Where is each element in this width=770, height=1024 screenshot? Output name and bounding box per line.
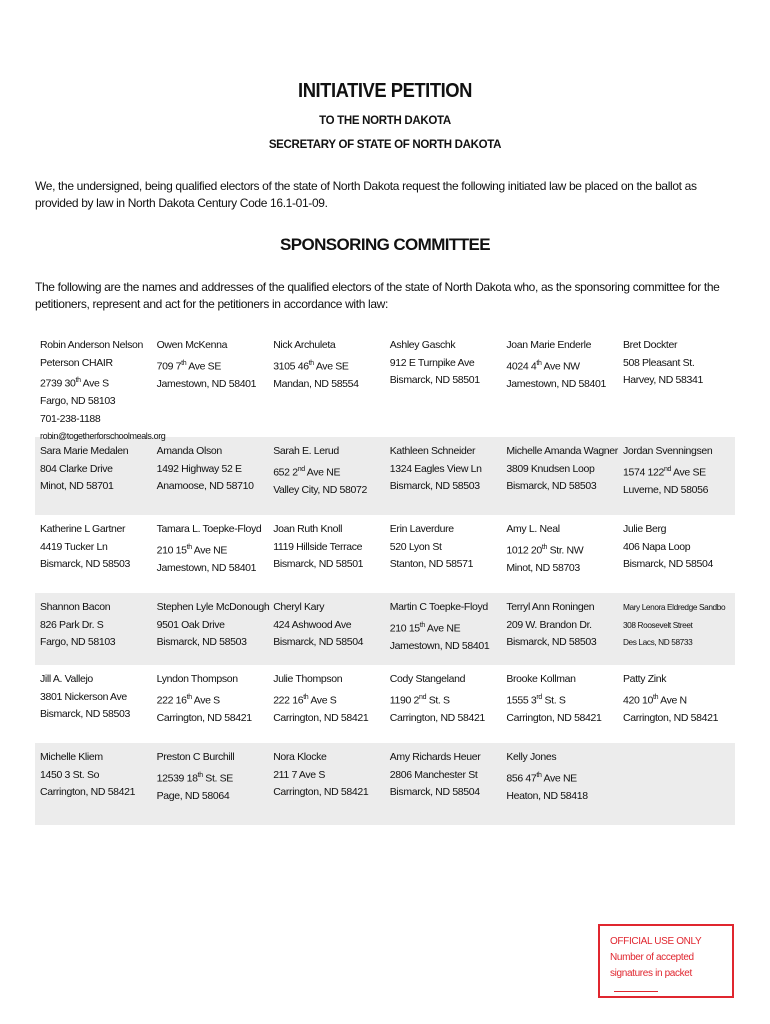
member-address-line: 2739 30th Ave S [40, 377, 109, 390]
member-address-line: 209 W. Brandon Dr. [506, 618, 592, 631]
committee-row [35, 665, 735, 743]
member-name: Brooke Kollman [506, 673, 576, 685]
member-name: Katherine L Gartner [40, 523, 126, 535]
committee-member [618, 599, 735, 665]
member-address-line: Mandan, ND 58554 [273, 377, 359, 390]
member-address-line: 3801 Nickerson Ave [40, 690, 127, 703]
member-address-line: Harvey, ND 58341 [622, 374, 703, 386]
member-address-line: Bismarck, ND 58504 [273, 636, 364, 648]
member-address-line: 856 47th Ave NE [506, 771, 577, 784]
member-name: Michelle Amanda Wagner [506, 445, 618, 457]
member-address-line: Jamestown, ND 58401 [156, 561, 257, 574]
member-name: Robin Anderson Nelson [40, 339, 143, 351]
member-name: Sara Marie Medalen [40, 445, 129, 457]
member-address-line: Stanton, ND 58571 [389, 558, 474, 570]
committee-member [385, 749, 502, 825]
member-address-line: Fargo, ND 58103 [40, 395, 116, 407]
official-use-label: OFFICIAL USE ONLY [610, 936, 702, 947]
member-name: Erin Laverdure [389, 523, 454, 535]
member-name: Amy L. Neal [506, 523, 560, 535]
member-address-line: Bismarck, ND 58501 [389, 374, 480, 386]
member-address-line: 709 7th Ave SE [156, 359, 221, 372]
member-name: Shannon Bacon [40, 601, 111, 613]
member-address-line: 3809 Knudsen Loop [506, 462, 595, 475]
member-address-line: Jamestown, ND 58401 [506, 377, 606, 390]
committee-member [268, 337, 385, 437]
member-email: robin@togetherforschoolmeals.org [40, 431, 166, 441]
member-address-line: Bismarck, ND 58501 [273, 558, 364, 570]
accepted-number-label: Number of accepted [610, 952, 694, 963]
member-name: Preston C Burchill [156, 751, 235, 763]
committee-member [501, 599, 618, 665]
secretary-line: SECRETARY OF STATE OF NORTH DAKOTA [268, 139, 502, 151]
member-address-line: 1492 Highway 52 E [156, 462, 242, 475]
committee-member [501, 443, 618, 515]
member-name: Martin C Toepke-Floyd [389, 601, 488, 613]
member-name: Patty Zink [622, 673, 667, 685]
member-address-line: 508 Pleasant St. [622, 356, 695, 369]
member-address-line: Carrington, ND 58421 [156, 711, 252, 724]
member-name: Michelle Kliem [40, 751, 103, 763]
member-name: Jill A. Vallejo [40, 673, 93, 685]
member-name: Joan Ruth Knoll [273, 523, 343, 535]
committee-row [35, 593, 735, 665]
member-address-line: 3105 46th Ave SE [273, 359, 349, 372]
committee-member [35, 521, 152, 593]
committee-member [385, 521, 502, 593]
member-address-line: 210 15th Ave NE [156, 543, 228, 556]
member-address-line: Bismarck, ND 58503 [156, 636, 247, 648]
member-name: Owen McKenna [156, 339, 228, 351]
committee-member [35, 671, 152, 743]
member-name: Ashley Gaschk [389, 339, 456, 351]
document-title: INITIATIVE PETITION [298, 80, 472, 102]
member-address-line: Fargo, ND 58103 [40, 636, 116, 648]
committee-heading: SPONSORING COMMITTEE [280, 235, 490, 254]
member-name: Joan Marie Enderle [506, 339, 592, 351]
member-address-line: Carrington, ND 58421 [622, 711, 719, 724]
member-address-line: 9501 Oak Drive [156, 618, 225, 631]
committee-member [618, 671, 735, 743]
member-address-line: Valley City, ND 58072 [273, 483, 367, 496]
committee-member [385, 337, 502, 437]
member-address-line: 1450 3 St. So [40, 768, 100, 781]
member-address-line: 210 15th Ave NE [389, 621, 461, 634]
member-name: Kelly Jones [506, 751, 557, 763]
member-address-line: 1119 Hillside Terrace [273, 540, 363, 553]
official-use-box [598, 924, 734, 998]
intro-paragraph: We, the undersigned, being qualified electors of the state of North Dakota request the following initiated law be placed on the ballot as provided by law in North Dakota Century Code 16.1-01-09. [35, 179, 697, 210]
member-address-line: 1324 Eagles View Ln [389, 462, 482, 475]
committee-paragraph: The following are the names and addresses of the qualified electors of the state of North Dakota who, as the sponsoring committee for the petitioners, represent and act for the petitioners in accordance with law: [35, 280, 720, 311]
committee-member [152, 749, 269, 825]
member-address-line: 652 2nd Ave NE [273, 465, 341, 478]
committee-member [35, 749, 152, 825]
member-address-line: Bismarck, ND 58503 [40, 708, 130, 720]
member-name: Jordan Svenningsen [622, 445, 713, 457]
to-line: TO THE NORTH DAKOTA [319, 115, 451, 127]
member-address-line: 912 E Turnpike Ave [389, 356, 475, 369]
member-address-line: Carrington, ND 58421 [40, 786, 136, 798]
committee-member [618, 749, 735, 825]
committee-member [35, 337, 166, 441]
member-address-line: 1012 20th Str. NW [506, 543, 584, 556]
committee-row [35, 437, 735, 515]
committee-member [268, 599, 385, 665]
committee-member [501, 671, 618, 743]
member-name: Cody Stangeland [389, 673, 466, 685]
member-address-line: 4024 4th Ave NW [506, 359, 580, 372]
member-name: Terryl Ann Roningen [506, 601, 595, 613]
member-address-line: Jamestown, ND 58401 [156, 377, 257, 390]
committee-member [618, 443, 735, 515]
member-address-line: 2806 Manchester St [389, 768, 478, 781]
member-name: Cheryl Kary [273, 601, 325, 613]
member-address-line: 424 Ashwood Ave [273, 618, 352, 631]
member-address-line: Page, ND 58064 [156, 789, 230, 802]
member-name: Julie Thompson [273, 673, 343, 685]
committee-member [618, 337, 735, 437]
member-address-line: 420 10th Ave N [622, 693, 687, 706]
member-name: Nick Archuleta [273, 339, 336, 351]
member-name: Nora Klocke [273, 751, 327, 763]
member-name: Stephen Lyle McDonough [156, 601, 270, 613]
committee-member [35, 599, 152, 665]
member-address-line: Minot, ND 58703 [506, 561, 580, 574]
signature-count-blank[interactable] [614, 982, 658, 992]
committee-row [35, 331, 735, 441]
member-name: Amy Richards Heuer [389, 751, 481, 763]
member-address-line: 222 16th Ave S [156, 693, 220, 706]
member-address-line: Carrington, ND 58421 [389, 711, 485, 724]
member-address-line: 406 Napa Loop [622, 540, 691, 553]
member-address-line: Peterson CHAIR [40, 356, 113, 369]
member-address-line: Bismarck, ND 58503 [40, 558, 130, 570]
member-name: Kathleen Schneider [389, 445, 476, 457]
signatures-in-packet-row [610, 966, 732, 998]
member-name: Lyndon Thompson [156, 673, 238, 685]
member-name: Sarah E. Lerud [273, 445, 339, 457]
member-address-line: 1574 122nd Ave SE [622, 465, 706, 478]
committee-member [501, 521, 618, 593]
member-address-line: 1190 2nd St. S [389, 693, 450, 706]
member-address-line: 826 Park Dr. S [40, 618, 104, 631]
committee-member [35, 443, 152, 515]
member-address-line: 1555 3rd St. S [506, 693, 566, 706]
member-address-line: Heaton, ND 58418 [506, 789, 588, 802]
committee-member [618, 521, 735, 593]
member-address-line: Carrington, ND 58421 [273, 786, 369, 798]
signatures-in-packet-label: signatures in packet [610, 968, 692, 979]
member-name: Mary Lenora Eldredge Sandbo [622, 602, 726, 612]
committee-member [385, 599, 502, 665]
member-address-line: 222 16th Ave S [273, 693, 337, 706]
committee-member [152, 599, 269, 665]
committee-row [35, 515, 735, 593]
committee-member [152, 337, 269, 437]
member-name: Julie Berg [622, 523, 667, 535]
member-address-line: Carrington, ND 58421 [273, 711, 369, 724]
committee-member [385, 671, 502, 743]
committee-member [501, 337, 618, 437]
member-address-line: Jamestown, ND 58401 [389, 639, 490, 652]
member-address-line: 520 Lyon St [389, 540, 442, 553]
member-name: Amanda Olson [156, 445, 222, 457]
member-address-line: Des Lacs, ND 58733 [622, 637, 693, 647]
member-address-line: 804 Clarke Drive [40, 462, 113, 475]
member-address-line: Bismarck, ND 58504 [389, 786, 480, 798]
committee-member [152, 521, 269, 593]
committee-member [501, 749, 618, 825]
member-address-line: Bismarck, ND 58503 [389, 480, 480, 492]
committee-member [152, 671, 269, 743]
committee-member [268, 443, 385, 515]
member-address-line: Bismarck, ND 58504 [622, 558, 713, 570]
committee-member [152, 443, 269, 515]
committee-row [35, 743, 735, 825]
committee-member [268, 671, 385, 743]
committee-member [268, 521, 385, 593]
committee-member [385, 443, 502, 515]
member-address-line: 4419 Tucker Ln [40, 540, 108, 553]
member-address-line: 701-238-1188 [40, 412, 101, 425]
member-address-line: Minot, ND 58701 [40, 480, 114, 492]
member-address-line: 308 Roosevelt Street [622, 619, 693, 630]
member-address-line: 211 7 Ave S [273, 768, 325, 781]
committee-table [35, 331, 735, 825]
member-name: Bret Dockter [622, 339, 678, 351]
committee-member [268, 749, 385, 825]
member-address-line: Luverne, ND 58056 [622, 483, 709, 496]
member-address-line: Bismarck, ND 58503 [506, 636, 597, 648]
member-address-line: Carrington, ND 58421 [506, 711, 602, 724]
member-address-line: Bismarck, ND 58503 [506, 480, 597, 492]
member-name: Tamara L. Toepke-Floyd [156, 523, 262, 535]
member-address-line: Anamoose, ND 58710 [156, 480, 254, 492]
member-address-line: 12539 18th St. SE [156, 771, 233, 784]
